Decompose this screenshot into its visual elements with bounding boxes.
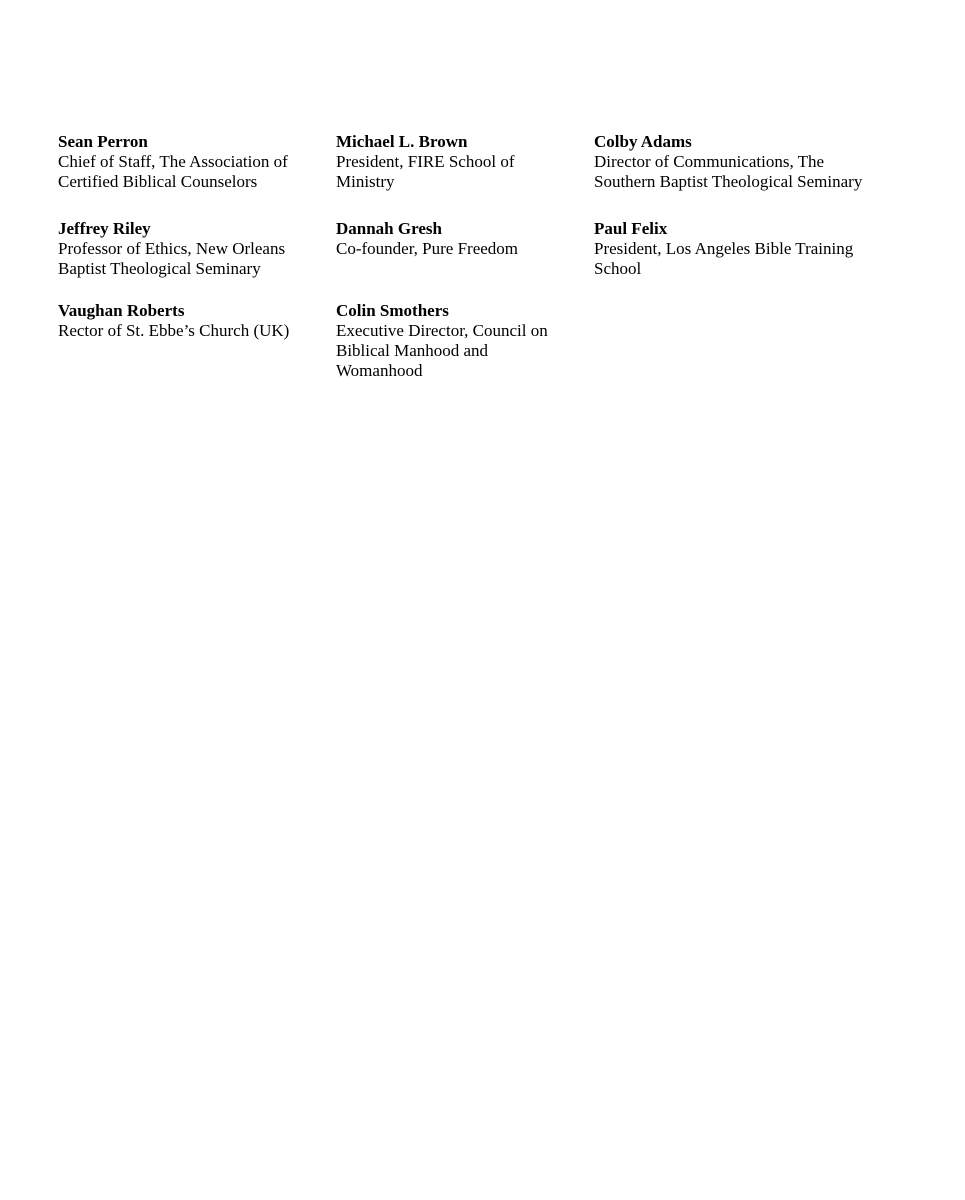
signatory-paul-felix <box>594 219 853 279</box>
signatory-name: Dannah Gresh <box>336 219 442 238</box>
signatory-title-line: Biblical Manhood and <box>336 341 489 360</box>
signatory-vaughan-roberts <box>58 301 289 341</box>
signatory-title-line: Chief of Staff, The Association of <box>58 152 288 171</box>
signatory-colby-adams <box>594 132 862 192</box>
signatory-title-line: Rector of St. Ebbe’s Church (UK) <box>58 321 290 340</box>
signatory-title-line: Southern Baptist Theological Seminary <box>594 172 863 191</box>
signatory-colin-smothers <box>336 301 548 381</box>
signatory-name: Jeffrey Riley <box>58 219 151 238</box>
signatory-title-line: President, Los Angeles Bible Training <box>594 239 854 258</box>
signatory-title-line: School <box>594 259 642 278</box>
signatory-title-line: Ministry <box>336 172 395 191</box>
signatory-sean-perron <box>58 132 288 192</box>
signatory-title-line: Professor of Ethics, New Orleans <box>58 239 286 258</box>
signatory-jeffrey-riley <box>58 219 285 279</box>
signatory-dannah-gresh <box>336 219 518 259</box>
signatory-title-line: Executive Director, Council on <box>336 321 548 340</box>
signatory-name: Vaughan Roberts <box>58 301 185 320</box>
signatory-name: Sean Perron <box>58 132 148 151</box>
signatory-title-line: Director of Communications, The <box>594 152 825 171</box>
signatory-name: Michael L. Brown <box>336 132 468 151</box>
signatory-name: Paul Felix <box>594 219 668 238</box>
signatory-title-line: President, FIRE School of <box>336 152 515 171</box>
signatory-title-line: Certified Biblical Counselors <box>58 172 258 191</box>
signatory-title-line: Womanhood <box>336 361 423 380</box>
signatory-title-line: Co-founder, Pure Freedom <box>336 239 519 258</box>
signatory-name: Colby Adams <box>594 132 692 151</box>
signatory-name: Colin Smothers <box>336 301 449 320</box>
signatory-title-line: Baptist Theological Seminary <box>58 259 261 278</box>
signatory-michael-brown <box>336 132 515 192</box>
